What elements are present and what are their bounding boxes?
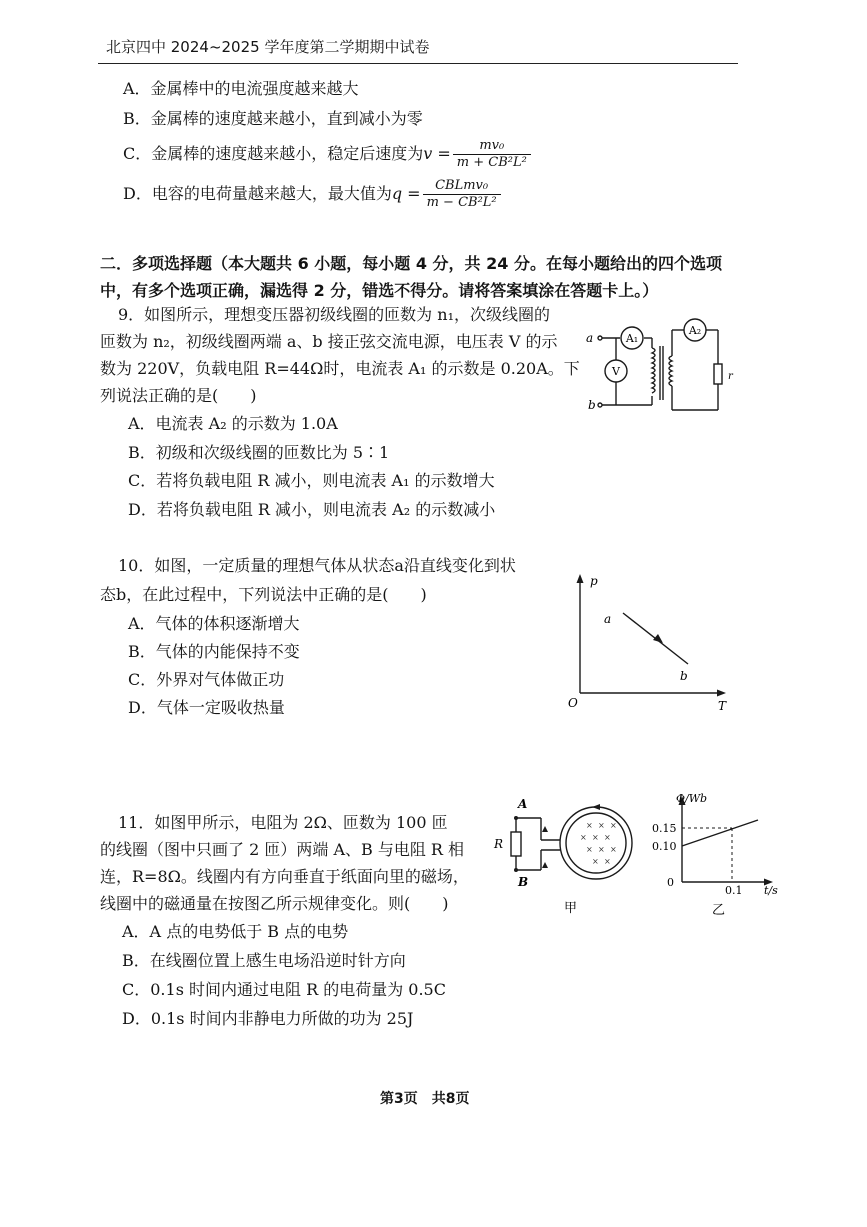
section2-heading-line2: 中，有多个选项正确，漏选得 2 分，错选不得分。请将答案填涂在答题卡上。） — [100, 281, 659, 300]
page-number-footer: 第3页 共8页 — [380, 1091, 470, 1107]
magnetic-field-into-page-marks — [580, 821, 617, 866]
q10-state-a-label: a — [604, 612, 612, 626]
q11-figure-yi-caption: 乙 — [712, 903, 726, 918]
q11-graph-ytick-015: 0.15 — [652, 822, 677, 835]
q11-graph-origin: 0 — [667, 876, 674, 889]
q11-flux-line — [682, 820, 758, 846]
q11-stem-line4: 线圈中的磁通量在按图乙所示规律变化。则( ) — [100, 894, 449, 913]
q11-graph-xlabel: t/s — [764, 884, 778, 897]
q8-option-b: B．金属棒的速度越来越小，直到减小为零 — [123, 109, 423, 128]
q8-c-numerator: mv₀ — [453, 138, 531, 155]
q11-figure-jia-caption: 甲 — [564, 901, 578, 916]
q8-d-numerator: CBLmv₀ — [423, 178, 501, 195]
q9-stem-line1: 9．如图所示，理想变压器初级线圈的匝数为 n₁，次级线圈的 — [118, 305, 550, 324]
section2-heading-line1: 二．多项选择题（本大题共 6 小题，每小题 4 分，共 24 分。在每小题给出的四个选项 — [100, 254, 722, 273]
q11-option-b: B．在线圈位置上感生电场沿逆时针方向 — [122, 951, 406, 970]
q10-state-b-label: b — [680, 669, 688, 683]
field-cross-mark: × — [592, 857, 599, 866]
field-cross-mark: × — [598, 821, 605, 830]
q9-terminal-a-label: a — [586, 331, 594, 345]
field-cross-mark: × — [598, 845, 605, 854]
field-cross-mark: × — [580, 833, 587, 842]
q10-stem-line2: 态b，在此过程中，下列说法中正确的是( ) — [100, 585, 427, 604]
q11-stem-line1: 11．如图甲所示，电阻为 2Ω、匝数为 100 匝 — [118, 813, 448, 832]
q11-terminal-B-label: B — [518, 875, 529, 889]
field-cross-mark: × — [586, 845, 593, 854]
field-cross-mark: × — [604, 857, 611, 866]
q8-option-c-text: C．金属棒的速度越来越小，稳定后速度为 — [123, 144, 424, 163]
q10-axis-p-label: p — [590, 574, 598, 588]
q10-axis-T-label: T — [718, 699, 727, 713]
q8-option-c-lhs: v = — [423, 144, 451, 163]
q9-terminal-b-label: b — [588, 398, 596, 412]
q9-option-b: B．初级和次级线圈的匝数比为 5∶1 — [128, 443, 390, 462]
voltmeter-icon — [605, 360, 627, 382]
q11-option-a: A．A 点的电势低于 B 点的电势 — [122, 922, 349, 941]
field-cross-mark: × — [610, 845, 617, 854]
q9-stem-line3: 数为 220V，负载电阻 R=44Ω时，电流表 A₁ 的示数是 0.20A。下 — [100, 359, 580, 378]
q10-option-d: D．气体一定吸收热量 — [128, 698, 285, 717]
q10-option-c: C．外界对气体做正功 — [128, 670, 285, 689]
q9-option-c: C．若将负载电阻 R 减小，则电流表 A₁ 的示数增大 — [128, 471, 495, 490]
q10-origin-label: O — [568, 696, 578, 710]
field-cross-mark: × — [586, 821, 593, 830]
header-rule — [98, 63, 738, 64]
exam-header-title: 北京四中 2024~2025 学年度第二学期期中试卷 — [106, 38, 430, 56]
voltmeter-label: V — [612, 365, 620, 378]
q11-option-d: D．0.1s 时间内非静电力所做的功为 25J — [122, 1009, 414, 1028]
q11-flux-time-graph — [652, 786, 792, 921]
field-cross-mark: × — [604, 833, 611, 842]
q8-c-denominator: m + CB²L² — [456, 155, 527, 170]
q8-option-d-fraction — [423, 178, 501, 211]
q9-stem-line4: 列说法正确的是( ) — [100, 386, 257, 405]
q10-stem-line1: 10．如图，一定质量的理想气体从状态a沿直线变化到状 — [118, 556, 516, 575]
q11-graph-ylabel: Φ/Wb — [676, 792, 708, 805]
field-cross-mark: × — [610, 821, 617, 830]
q11-resistor-R-label: R — [494, 837, 504, 851]
field-cross-mark: × — [592, 833, 599, 842]
q11-stem-line3: 连，R=8Ω。线圈内有方向垂直于纸面向里的磁场， — [100, 867, 469, 886]
q8-d-denominator: m − CB²L² — [426, 195, 497, 210]
q9-option-d: D．若将负载电阻 R 减小，则电流表 A₂ 的示数减小 — [128, 500, 496, 519]
q11-terminal-A-label: A — [518, 797, 528, 811]
q8-option-a: A．金属棒中的电流强度越来越大 — [123, 79, 359, 98]
q11-stem-line2: 的线圈（图中只画了 2 匝）两端 A、B 与电阻 R 相 — [100, 840, 465, 859]
q9-option-a: A．电流表 A₂ 的示数为 1.0A — [128, 414, 338, 433]
q11-option-c: C．0.1s 时间内通过电阻 R 的电荷量为 0.5C — [122, 980, 446, 999]
q8-option-c-fraction — [453, 138, 531, 171]
q11-graph-xtick-01: 0.1 — [725, 884, 743, 897]
q8-option-c — [123, 138, 531, 171]
q8-option-d — [123, 178, 501, 211]
q10-option-a: A．气体的体积逐渐增大 — [128, 614, 300, 633]
q8-option-d-lhs: q = — [391, 184, 421, 203]
q9-resistor-label: r — [728, 371, 733, 382]
ammeter-a1-label: A₁ — [625, 332, 639, 345]
q9-stem-line2: 匝数为 n₂，初级线圈两端 a、b 接正弦交流电源，电压表 V 的示 — [100, 332, 558, 351]
ammeter-a2-icon — [684, 319, 706, 341]
q11-coil-circuit-diagram — [488, 790, 643, 920]
q11-graph-ytick-010: 0.10 — [652, 840, 677, 853]
q8-option-d-text: D．电容的电荷量越来越大，最大值为 — [123, 184, 392, 203]
q10-option-b: B．气体的内能保持不变 — [128, 642, 300, 661]
q10-pT-graph — [560, 568, 735, 716]
ammeter-a2-label: A₂ — [688, 324, 702, 337]
q9-transformer-diagram — [580, 318, 750, 418]
ammeter-a1-icon — [621, 327, 643, 349]
